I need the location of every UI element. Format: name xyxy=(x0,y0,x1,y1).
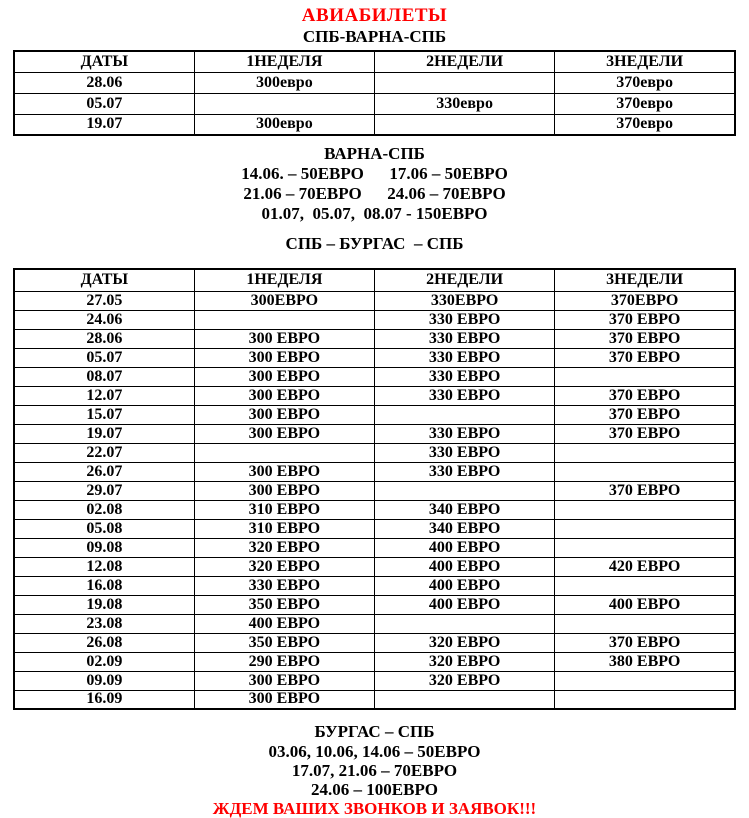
price-cell: 300ЕВРО xyxy=(194,291,374,310)
price-cell: 300 ЕВРО xyxy=(194,367,374,386)
price-cell: 300 ЕВРО xyxy=(194,424,374,443)
table-row xyxy=(14,595,735,614)
price-cell: 330 ЕВРО xyxy=(375,443,555,462)
price-cell xyxy=(375,72,555,93)
price-cell: 370евро xyxy=(555,114,735,135)
table-row xyxy=(14,557,735,576)
price-cell: 400 ЕВРО xyxy=(194,614,374,633)
price-cell: 330 ЕВРО xyxy=(375,329,555,348)
price-cell xyxy=(194,310,374,329)
price-cell xyxy=(555,538,735,557)
table-row xyxy=(14,500,735,519)
price-cell xyxy=(555,690,735,709)
price-cell: 330 ЕВРО xyxy=(375,424,555,443)
price-cell: 350 ЕВРО xyxy=(194,595,374,614)
price-cell xyxy=(375,481,555,500)
spb-varna-price-table xyxy=(13,50,736,136)
price-line: 17.07, 21.06 – 70ЕВРО xyxy=(291,761,458,780)
price-cell xyxy=(555,576,735,595)
date-cell: 02.08 xyxy=(14,500,194,519)
date-cell: 26.08 xyxy=(14,633,194,652)
table-row xyxy=(14,690,735,709)
price-cell: 370евро xyxy=(555,72,735,93)
price-cell xyxy=(375,614,555,633)
price-cell: 300 ЕВРО xyxy=(194,690,374,709)
table-row xyxy=(14,538,735,557)
price-cell xyxy=(555,462,735,481)
date-cell: 09.09 xyxy=(14,671,194,690)
price-cell: 330евро xyxy=(375,93,555,114)
price-cell xyxy=(555,671,735,690)
price-cell: 330 ЕВРО xyxy=(375,348,555,367)
date-cell: 05.08 xyxy=(14,519,194,538)
burgas-spb-price-lines xyxy=(0,742,749,799)
price-cell: 300евро xyxy=(194,114,374,135)
date-cell: 15.07 xyxy=(14,405,194,424)
price-cell: 330 ЕВРО xyxy=(375,310,555,329)
date-cell: 05.07 xyxy=(14,348,194,367)
price-cell: 300 ЕВРО xyxy=(194,481,374,500)
price-cell: 400 ЕВРО xyxy=(375,595,555,614)
price-cell: 300 ЕВРО xyxy=(194,348,374,367)
table-row xyxy=(14,652,735,671)
table-row xyxy=(14,576,735,595)
price-cell: 370евро xyxy=(555,93,735,114)
price-cell: 400 ЕВРО xyxy=(375,576,555,595)
date-cell: 09.08 xyxy=(14,538,194,557)
price-cell: 370 ЕВРО xyxy=(555,386,735,405)
date-cell: 23.08 xyxy=(14,614,194,633)
price-cell: 420 ЕВРО xyxy=(555,557,735,576)
price-cell: 370 ЕВРО xyxy=(555,424,735,443)
table-row xyxy=(14,93,735,114)
header-row xyxy=(14,51,735,72)
table-row xyxy=(14,348,735,367)
price-cell: 370 ЕВРО xyxy=(555,481,735,500)
table-row xyxy=(14,114,735,135)
column-header: 3НЕДЕЛИ xyxy=(555,269,735,291)
price-cell: 320 ЕВРО xyxy=(375,671,555,690)
price-line: 21.06 – 70ЕВРО 24.06 – 70ЕВРО xyxy=(243,184,506,203)
date-cell: 27.05 xyxy=(14,291,194,310)
spb-burgas-price-table xyxy=(13,268,736,710)
column-header: 2НЕДЕЛИ xyxy=(375,269,555,291)
date-cell: 08.07 xyxy=(14,367,194,386)
price-cell: 300 ЕВРО xyxy=(194,462,374,481)
table-row xyxy=(14,405,735,424)
price-cell: 320 ЕВРО xyxy=(194,538,374,557)
date-cell: 05.07 xyxy=(14,93,194,114)
price-line: 24.06 – 100ЕВРО xyxy=(311,780,438,799)
price-cell: 300 ЕВРО xyxy=(194,386,374,405)
table-row xyxy=(14,462,735,481)
date-cell: 24.06 xyxy=(14,310,194,329)
date-cell: 26.07 xyxy=(14,462,194,481)
price-cell xyxy=(555,367,735,386)
price-cell: 320 ЕВРО xyxy=(194,557,374,576)
price-cell: 340 ЕВРО xyxy=(375,519,555,538)
price-cell xyxy=(375,114,555,135)
price-cell: 330 ЕВРО xyxy=(375,367,555,386)
date-cell: 16.09 xyxy=(14,690,194,709)
column-header: ДАТЫ xyxy=(14,51,194,72)
table-row xyxy=(14,310,735,329)
route-heading-varna-spb: ВАРНА-СПБ xyxy=(324,144,425,163)
table-row xyxy=(14,367,735,386)
price-cell: 310 ЕВРО xyxy=(194,500,374,519)
table-row xyxy=(14,329,735,348)
column-header: 2НЕДЕЛИ xyxy=(375,51,555,72)
column-header: 1НЕДЕЛЯ xyxy=(194,51,374,72)
table-row xyxy=(14,424,735,443)
price-cell: 290 ЕВРО xyxy=(194,652,374,671)
price-cell xyxy=(555,500,735,519)
price-line: 14.06. – 50ЕВРО 17.06 – 50ЕВРО xyxy=(241,164,508,183)
price-cell: 300 ЕВРО xyxy=(194,671,374,690)
price-cell: 330 ЕВРО xyxy=(375,462,555,481)
route-heading-burgas-spb: БУРГАС – СПБ xyxy=(314,722,435,741)
price-cell xyxy=(375,405,555,424)
date-cell: 12.07 xyxy=(14,386,194,405)
column-header: 1НЕДЕЛЯ xyxy=(194,269,374,291)
table-row xyxy=(14,386,735,405)
route-heading-spb-varna: СПБ-ВАРНА-СПБ xyxy=(302,27,447,46)
price-cell: 320 ЕВРО xyxy=(375,652,555,671)
table-row xyxy=(14,481,735,500)
price-cell: 370 ЕВРО xyxy=(555,405,735,424)
price-cell xyxy=(194,93,374,114)
footer-call-to-action: ЖДЕМ ВАШИХ ЗВОНКОВ И ЗАЯВОК!!! xyxy=(212,799,537,818)
price-cell: 400 ЕВРО xyxy=(375,538,555,557)
date-cell: 19.07 xyxy=(14,424,194,443)
burgas-spb-section xyxy=(0,722,749,799)
date-cell: 29.07 xyxy=(14,481,194,500)
price-cell: 330 ЕВРО xyxy=(194,576,374,595)
price-cell xyxy=(375,690,555,709)
table-row xyxy=(14,72,735,93)
table-row xyxy=(14,519,735,538)
date-cell: 19.08 xyxy=(14,595,194,614)
date-cell: 16.08 xyxy=(14,576,194,595)
price-line: 03.06, 10.06, 14.06 – 50ЕВРО xyxy=(268,742,481,761)
price-cell: 340 ЕВРО xyxy=(375,500,555,519)
price-cell xyxy=(555,614,735,633)
date-cell: 28.06 xyxy=(14,72,194,93)
price-cell: 370ЕВРО xyxy=(555,291,735,310)
column-header: ДАТЫ xyxy=(14,269,194,291)
price-cell: 320 ЕВРО xyxy=(375,633,555,652)
table-row xyxy=(14,633,735,652)
price-cell: 370 ЕВРО xyxy=(555,633,735,652)
price-cell xyxy=(555,519,735,538)
table-row xyxy=(14,443,735,462)
price-cell: 330ЕВРО xyxy=(375,291,555,310)
price-cell: 300 ЕВРО xyxy=(194,329,374,348)
table-row xyxy=(14,614,735,633)
date-cell: 12.08 xyxy=(14,557,194,576)
price-cell: 370 ЕВРО xyxy=(555,348,735,367)
price-cell: 310 ЕВРО xyxy=(194,519,374,538)
price-line: 01.07, 05.07, 08.07 - 150ЕВРО xyxy=(261,204,488,223)
date-cell: 28.06 xyxy=(14,329,194,348)
column-header: 3НЕДЕЛИ xyxy=(555,51,735,72)
price-cell: 300евро xyxy=(194,72,374,93)
price-cell: 370 ЕВРО xyxy=(555,310,735,329)
price-cell: 400 ЕВРО xyxy=(375,557,555,576)
price-cell: 400 ЕВРО xyxy=(555,595,735,614)
price-cell: 300 ЕВРО xyxy=(194,405,374,424)
price-cell: 330 ЕВРО xyxy=(375,386,555,405)
date-cell: 22.07 xyxy=(14,443,194,462)
page-title: АВИАБИЛЕТЫ xyxy=(301,5,448,26)
price-cell xyxy=(194,443,374,462)
table-row xyxy=(14,291,735,310)
price-cell: 380 ЕВРО xyxy=(555,652,735,671)
route-heading-spb-burgas: СПБ – БУРГАС – СПБ xyxy=(285,234,464,253)
varna-spb-price-lines xyxy=(0,164,749,224)
price-cell: 370 ЕВРО xyxy=(555,329,735,348)
table-row xyxy=(14,671,735,690)
date-cell: 19.07 xyxy=(14,114,194,135)
header-row xyxy=(14,269,735,291)
price-cell: 350 ЕВРО xyxy=(194,633,374,652)
date-cell: 02.09 xyxy=(14,652,194,671)
price-cell xyxy=(555,443,735,462)
